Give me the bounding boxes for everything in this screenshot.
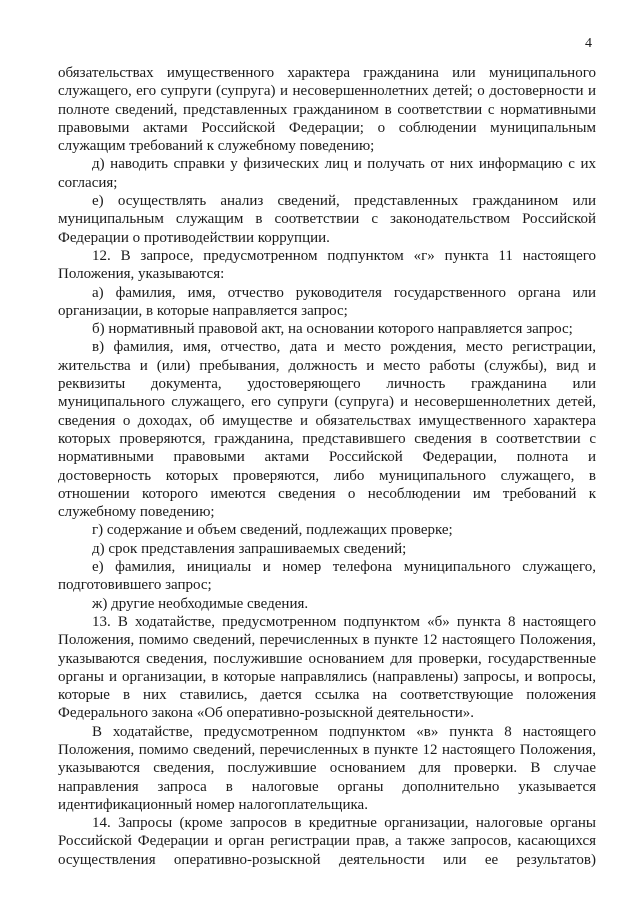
text-line: ж) другие необходимые сведения. <box>92 595 309 612</box>
text-line: отношении которого имеются сведения о несоблюдении им требований к <box>58 485 596 502</box>
text-line: д) наводить справки у физических лиц и получать от них информацию с их <box>92 156 596 173</box>
text-line: Положения, указываются: <box>58 266 225 283</box>
text-line: а) фамилия, имя, отчество руководителя государственного органа или <box>92 284 596 301</box>
text-line: сведения о доходах, об имуществе и обязательствах имущественного характера <box>58 412 596 429</box>
text-line: осуществления оперативно-розыскной деятельности или ее результатов) <box>58 851 596 868</box>
text-line: достоверность которых проверяются, либо муниципального служащего, в <box>58 467 596 484</box>
text-line: полноте сведений, представленных гражданином в соответствии с нормативными <box>58 101 596 118</box>
text-line: 13. В ходатайстве, предусмотренном подпунктом «б» пункта 8 настоящего <box>92 613 596 630</box>
text-line: идентификационный номер налогоплательщика. <box>58 796 368 813</box>
text-line: служащего, его супруги (супруга) и несовершеннолетних детей; о достоверности и <box>58 83 596 100</box>
text-line: в) фамилия, имя, отчество, дата и место рождения, место регистрации, <box>92 339 596 356</box>
text-line: указываются сведения, послужившие основанием для проверки. В случае <box>58 760 596 777</box>
text-line: указываются сведения, послужившие основанием для проверки, государственные <box>58 650 596 667</box>
text-line: Российской Федерации и орган регистрации прав, а также запросов, касающихся <box>58 833 596 850</box>
text-line: организации, в которые направляется запрос; <box>58 302 348 319</box>
text-line: 14. Запросы (кроме запросов в кредитные организации, налоговые органы <box>92 815 596 832</box>
page-number: 4 <box>585 36 592 51</box>
text-line: служебному поведению; <box>58 504 215 521</box>
text-line: 12. В запросе, предусмотренном подпунктом «г» пункта 11 настоящего <box>92 247 596 264</box>
text-line: направления запроса в налоговые органы дополнительно указывается <box>58 778 596 795</box>
text-line: подготовившего запрос; <box>58 577 212 594</box>
text-line: жительства и (или) пребывания, должность и место работы (службы), вид и <box>58 357 596 374</box>
text-line: Положения, помимо сведений, перечисленных в пункте 12 настоящего Положения, <box>58 632 596 649</box>
text-line: Положения, помимо сведений, перечисленных в пункте 12 настоящего Положения, <box>58 741 596 758</box>
text-line: б) нормативный правовой акт, на основании которого направляется запрос; <box>92 321 573 338</box>
text-line: которые в них ставились, дается ссылка на соответствующие положения <box>58 687 596 704</box>
text-line: которых проверяются, гражданина, представившего сведения в соответствии с <box>58 430 596 447</box>
text-line: д) срок представления запрашиваемых сведений; <box>92 540 407 557</box>
text-line: г) содержание и объем сведений, подлежащих проверке; <box>92 522 453 539</box>
text-line: нормативными правовыми актами Российской Федерации, полнота и <box>58 449 596 466</box>
text-line: обязательствах имущественного характера гражданина или муниципального <box>58 65 596 81</box>
text-line: В ходатайстве, предусмотренном подпунктом «в» пункта 8 настоящего <box>92 723 596 740</box>
text-line: Федерального закона «Об оперативно-розыскной деятельности». <box>58 705 475 722</box>
text-line: муниципальным служащим в соответствии с законодательством Российской <box>58 211 596 228</box>
document-body <box>58 64 596 869</box>
text-line: Федерации о противодействии коррупции. <box>58 229 330 246</box>
text-line: е) осуществлять анализ сведений, представленных гражданином или <box>92 193 596 210</box>
text-line: правовыми актами Российской Федерации; о соблюдении муниципальным <box>58 119 596 136</box>
text-line: согласия; <box>58 174 118 191</box>
text-line: реквизиты документа, удостоверяющего личность гражданина или <box>58 376 596 393</box>
text-line: служащим требований к служебному поведению; <box>58 138 375 155</box>
text-line: е) фамилия, инициалы и номер телефона муниципального служащего, <box>92 559 596 576</box>
text-line: муниципального служащего, его супруги (супруга) и несовершеннолетних детей, <box>58 394 596 411</box>
text-line: органы и организации, в которые направлялись (направлены) запросы, и вопросы, <box>58 668 596 685</box>
